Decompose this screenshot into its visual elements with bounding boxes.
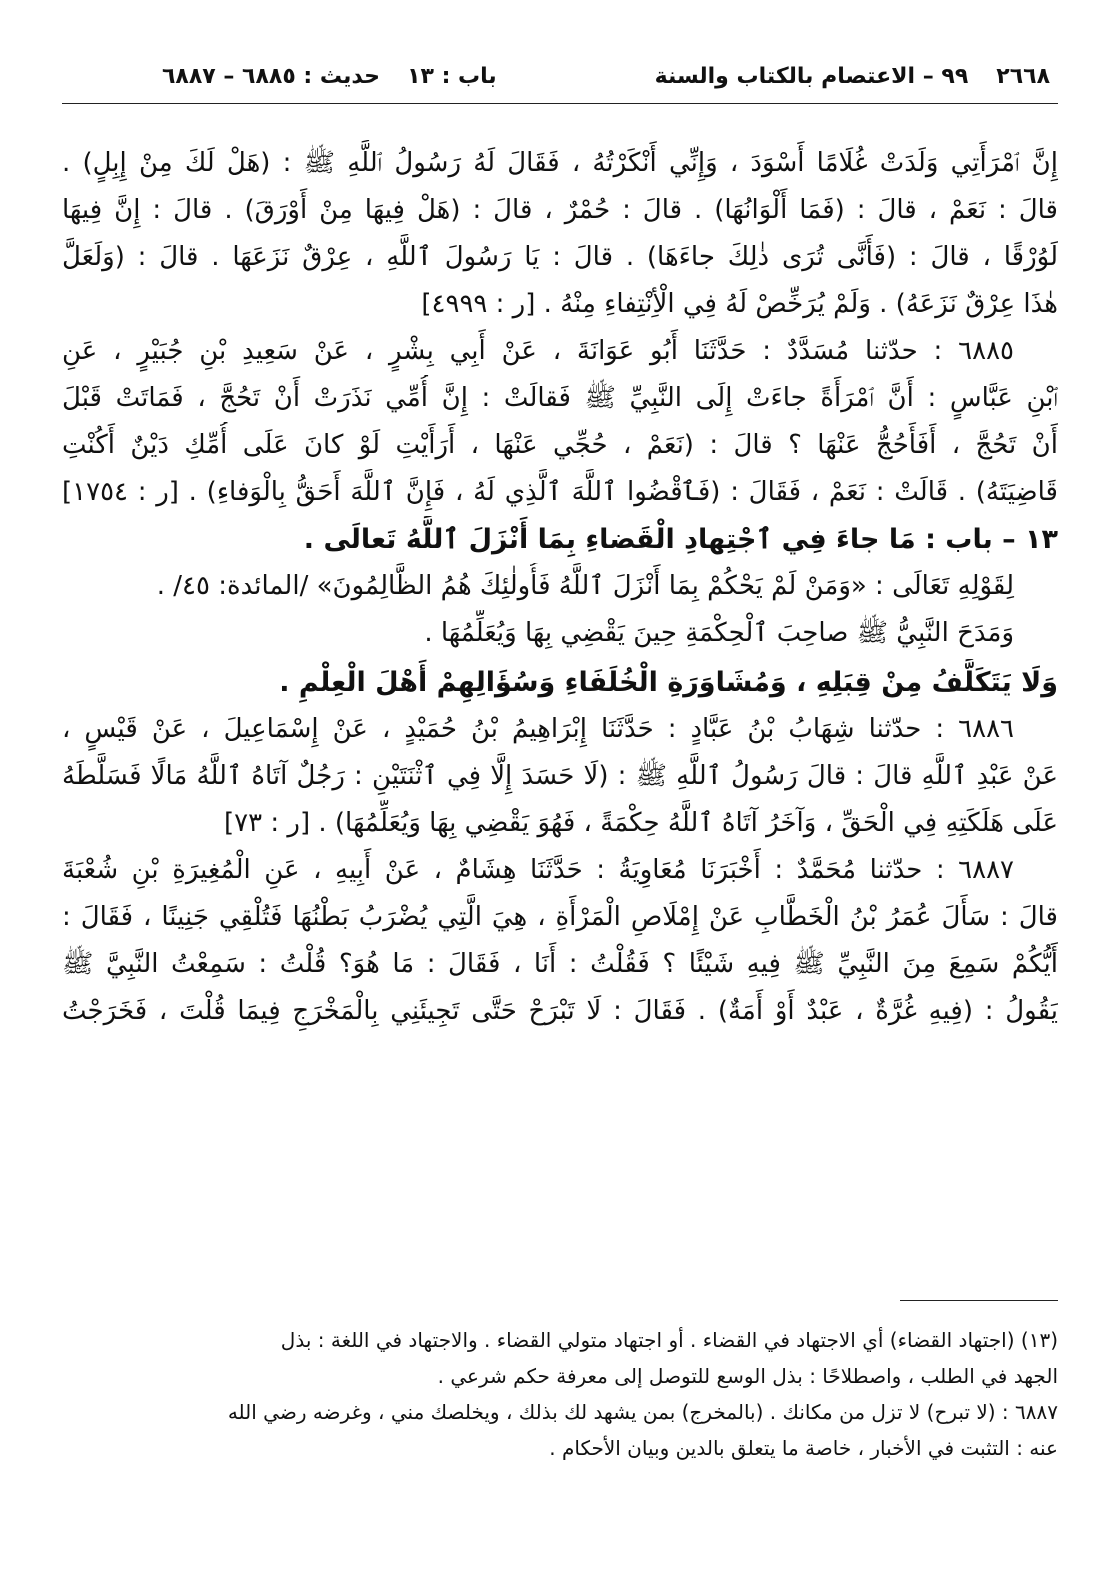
page-number: ٢٦٦٨ [996, 63, 1050, 89]
hadith-6887-line: قالَ : سَأَلَ عُمَرُ بْنُ الْخَطَّابِ عَنْ إِمْلَاصِ الْمَرْأَةِ ، هِيَ الَّتِي يُضْرَبُ بَطْنُهَا فَتُلْقِي جَنِينًا ، فَقَالَ : [62, 902, 1058, 932]
hadith-6886-line: عَلَى هَلَكَتِهِ فِي الْحَقِّ ، وَآخَرُ آتَاهُ ٱللَّهُ حِكْمَةً ، فَهُوَ يَقْضِي بِهَا وَيُعَلِّمُهَا) . [ر : ٧٣] [224, 808, 1058, 838]
running-header [62, 52, 1058, 100]
bab-text-line: وَمَدَحَ النَّبِيُّ ﷺ صاحِبَ ٱلْحِكْمَةِ حِينَ يَقْضِي بِهَا وَيُعَلِّمُهَا . [424, 618, 1014, 648]
hadith-6886-line: عَنْ عَبْدِ ٱللَّهِ قالَ : قالَ رَسُولُ ٱللَّهِ ﷺ : (لَا حَسَدَ إِلَّا فِي ٱثْنَتَيْنِ : رَجُلٌ آتَاهُ ٱللَّهُ مَالًا فَسَلَّطَهُ [62, 761, 1058, 791]
hadith-6887-line: أَيُّكُمْ سَمِعَ مِنَ النَّبِيِّ ﷺ فِيهِ شَيْئًا ؟ فَقُلْتُ : أَنَا ، فَقَالَ : مَا هُوَ؟ قُلْتُ : سَمِعْتُ النَّبِيَّ ﷺ [62, 949, 1058, 979]
footnotes [62, 1322, 1058, 1466]
text-line: هٰذَا عِرْقٌ نَزَعَهُ) . وَلَمْ يُرَخِّصْ لَهُ فِي الْأِنْتِفاءِ مِنْهُ . [ر : ٤٩٩٩] [421, 289, 1058, 319]
footnote-13-line: (١٣) (اجتهاد القضاء) أي الاجتهاد في القضاء . أو اجتهاد متولي القضاء . والاجتهاد في اللغة : بذل [280, 1328, 1058, 1352]
hadith-6885-line: ٱبْنِ عَبَّاسٍ : أَنَّ ٱمْرَأَةً جاءَتْ إِلَى النَّبِيِّ ﷺ فَقالَتْ : إِنَّ أُمِّي نَذَرَتْ أَنْ تَحُجَّ ، فَمَاتَتْ قَبْلَ [62, 383, 1058, 413]
text-line: إِنَّ ٱمْرَأَتِي وَلَدَتْ غُلَامًا أَسْوَدَ ، وَإِنِّي أَنْكَرْتُهُ ، فَقَالَ لَهُ رَسُولُ ٱللَّهِ ﷺ : (هَلْ لَكَ مِنْ إِبِلٍ) . [62, 148, 1058, 178]
hadith-6887-line: ٦٨٨٧ : حدّثنا مُحَمَّدٌ : أَخْبَرَنَا مُعَاوِيَةُ : حَدَّثَنَا هِشَامٌ ، عَنْ أَبِيهِ ، عَنِ الْمُغِيرَةِ بْنِ شُعْبَةَ [62, 855, 1014, 885]
hadith-6887-line: يَقُولُ : (فِيهِ غُرَّةٌ ، عَبْدٌ أَوْ أَمَةٌ) . فَقَالَ : لَا تَبْرَحْ حَتَّى تَجِيئَنِي بِالْمَخْرَجِ فِيمَا قُلْتَ ، فَخَرَجْتُ [62, 996, 1058, 1026]
footnote-6887-line: ٦٨٨٧ : (لا تبرح) لا تزل من مكانك . (بالمخرج) بمن يشهد لك بذلك ، ويخلصك مني ، وغرضه رضي الله [227, 1400, 1058, 1424]
bab-heading: ١٣ – باب : مَا جاءَ فِي ٱجْتِهادِ الْقَضاءِ بِمَا أَنْزَلَ ٱللَّهُ تَعالَى . [303, 524, 1058, 555]
header-divider [62, 103, 1058, 104]
hadith-6886-line: ٦٨٨٦ : حدّثنا شِهَابُ بْنُ عَبَّادٍ : حَدَّثَنَا إِبْرَاهِيمُ بْنُ حُمَيْدٍ ، عَنْ إِسْمَاعِيلَ ، عَنْ قَيْسٍ ، [62, 714, 1014, 744]
hadith-6885-line: ٦٨٨٥ : حدّثنا مُسَدَّدٌ : حَدَّثَنَا أَبُو عَوَانَةَ ، عَنْ أَبِي بِشْرٍ ، عَنْ سَعِيدِ بْنِ جُبَيْرٍ ، عَنِ [62, 336, 1014, 366]
footnote-divider [900, 1300, 1058, 1301]
footnote-6887-line: عنه : التثبت في الأخبار ، خاصة ما يتعلق بالدين وبيان الأحكام . [549, 1436, 1058, 1460]
main-text [62, 140, 1058, 1035]
header-right-group [407, 64, 1058, 89]
hadith-6885-line: أَنْ تَحُجَّ ، أَفَأَحُجُّ عَنْهَا ؟ قالَ : (نَعَمْ ، حُجِّي عَنْهَا ، أَرَأَيْتِ لَوْ كانَ عَلَى أُمِّكِ دَيْنٌ أَكُنْتِ [62, 430, 1058, 460]
bab-text-line: لِقَوْلِهِ تَعَالَى : «وَمَنْ لَمْ يَحْكُمْ بِمَا أَنْزَلَ ٱللَّهُ فَأُولٰئِكَ هُمُ الظَّالِمُونَ» /المائدة: ٤٥/ . [156, 571, 1014, 601]
book-title: ٩٩ – الاعتصام بالكتاب والسنة [654, 63, 969, 89]
sub-heading: وَلَا يَتَكَلَّفُ مِنْ قِبَلِهِ ، وَمُشَاوَرَةِ الْخُلَفَاءِ وَسُؤَالِهِمْ أَهْلَ الْعِلْمِ . [279, 667, 1058, 698]
footnote-13-line: الجهد في الطلب ، واصطلاحًا : بذل الوسع للتوصل إلى معرفة حكم شرعي . [437, 1364, 1058, 1388]
book-page [62, 0, 1058, 1586]
hadith-range: حديث : ٦٨٨٥ – ٦٨٨٧ [162, 63, 380, 89]
text-line: لَوُرْقًا ، قالَ : (فَأَنَّى تُرَى ذٰلِكَ جاءَهَا) . قالَ : يَا رَسُولَ ٱللَّهِ ، عِرْقٌ نَزَعَهَا . قالَ : (وَلَعَلَّ [62, 242, 1058, 272]
bab-number: باب : ١٣ [407, 63, 497, 89]
text-line: قالَ : نَعَمْ ، قالَ : (فَمَا أَلْوَانُهَا) . قالَ : حُمْرٌ ، قالَ : (هَلْ فِيهَا مِنْ أَوْرَقَ) . قالَ : إِنَّ فِيهَا [62, 195, 1058, 225]
hadith-6885-line: قَاضِيَتَهُ) . قَالَتْ : نَعَمْ ، فَقَالَ : (فَٱقْضُوا ٱللَّهَ ٱلَّذِي لَهُ ، فَإِنَّ ٱللَّهَ أَحَقُّ بِالْوَفاءِ) . [ر : ١٧٥٤] [62, 477, 1058, 507]
